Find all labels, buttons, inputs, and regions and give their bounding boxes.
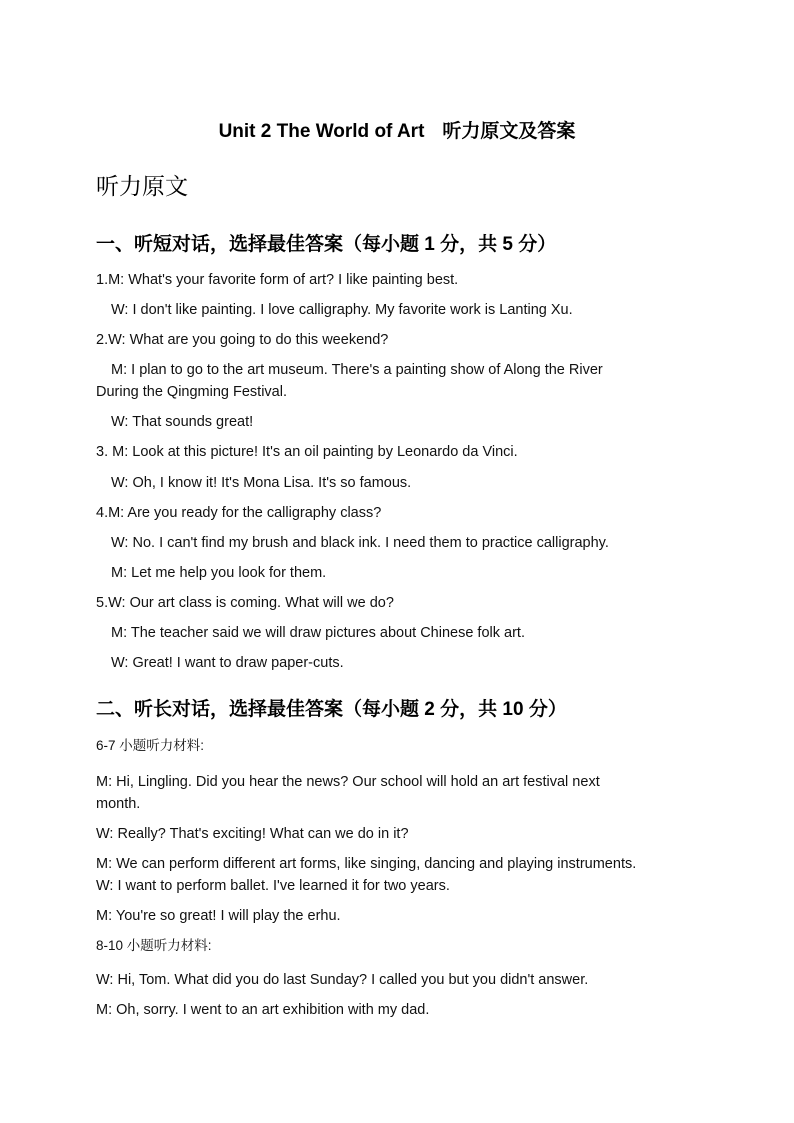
page-title-en: Unit 2 The World of Art: [218, 121, 425, 142]
section-heading-transcript: 听力原文: [96, 173, 188, 199]
transcript-line: 2.W: What are you going to do this weekend?: [96, 332, 389, 348]
transcript-line: 1.M: What's your favorite form of art? I like painting best.: [96, 272, 459, 288]
transcript-line: 4.M: Are you ready for the calligraphy class?: [96, 505, 382, 521]
transcript-line: month.: [96, 796, 141, 812]
transcript-line: M: You're so great! I will play the erhu.: [96, 908, 341, 924]
transcript-line: During the Qingming Festival.: [96, 384, 287, 400]
transcript-line: M: Oh, sorry. I went to an art exhibition with my dad.: [96, 1002, 430, 1018]
transcript-line: M: I plan to go to the art museum. There's a painting show of Along the River: [111, 362, 603, 378]
page-title-cn: 听力原文及答案: [442, 121, 576, 142]
transcript-line: W: I don't like painting. I love calligraphy. My favorite work is Lanting Xu.: [111, 302, 573, 318]
transcript-line: M: Hi, Lingling. Did you hear the news? Our school will hold an art festival next: [96, 774, 600, 790]
section2-heading: 二、听长对话，选择最佳答案（每小题 2 分，共 10 分）: [96, 699, 567, 720]
material-label: 6-7 小题听力材料:: [96, 738, 205, 753]
transcript-line: 5.W: Our art class is coming. What will we do?: [96, 595, 394, 611]
transcript-line: M: Let me help you look for them.: [111, 565, 327, 581]
transcript-line: W: Really? That's exciting! What can we do in it?: [96, 826, 409, 842]
transcript-line: W: Great! I want to draw paper-cuts.: [111, 655, 344, 671]
material-label: 8-10 小题听力材料:: [96, 938, 212, 953]
transcript-line: W: That sounds great!: [111, 414, 254, 430]
transcript-line: W: No. I can't find my brush and black ink. I need them to practice calligraphy.: [111, 535, 609, 551]
transcript-line: M: We can perform different art forms, like singing, dancing and playing instruments.: [96, 856, 637, 872]
page-title: [0, 116, 794, 143]
transcript-line: W: Hi, Tom. What did you do last Sunday? I called you but you didn't answer.: [96, 972, 589, 988]
transcript-line: W: I want to perform ballet. I've learned it for two years.: [96, 878, 450, 894]
transcript-line: W: Oh, I know it! It's Mona Lisa. It's so famous.: [111, 475, 412, 491]
section1-heading: 一、听短对话，选择最佳答案（每小题 1 分，共 5 分）: [96, 234, 557, 255]
transcript-line: 3. M: Look at this picture! It's an oil painting by Leonardo da Vinci.: [96, 444, 518, 460]
transcript-line: M: The teacher said we will draw pictures about Chinese folk art.: [111, 625, 525, 641]
